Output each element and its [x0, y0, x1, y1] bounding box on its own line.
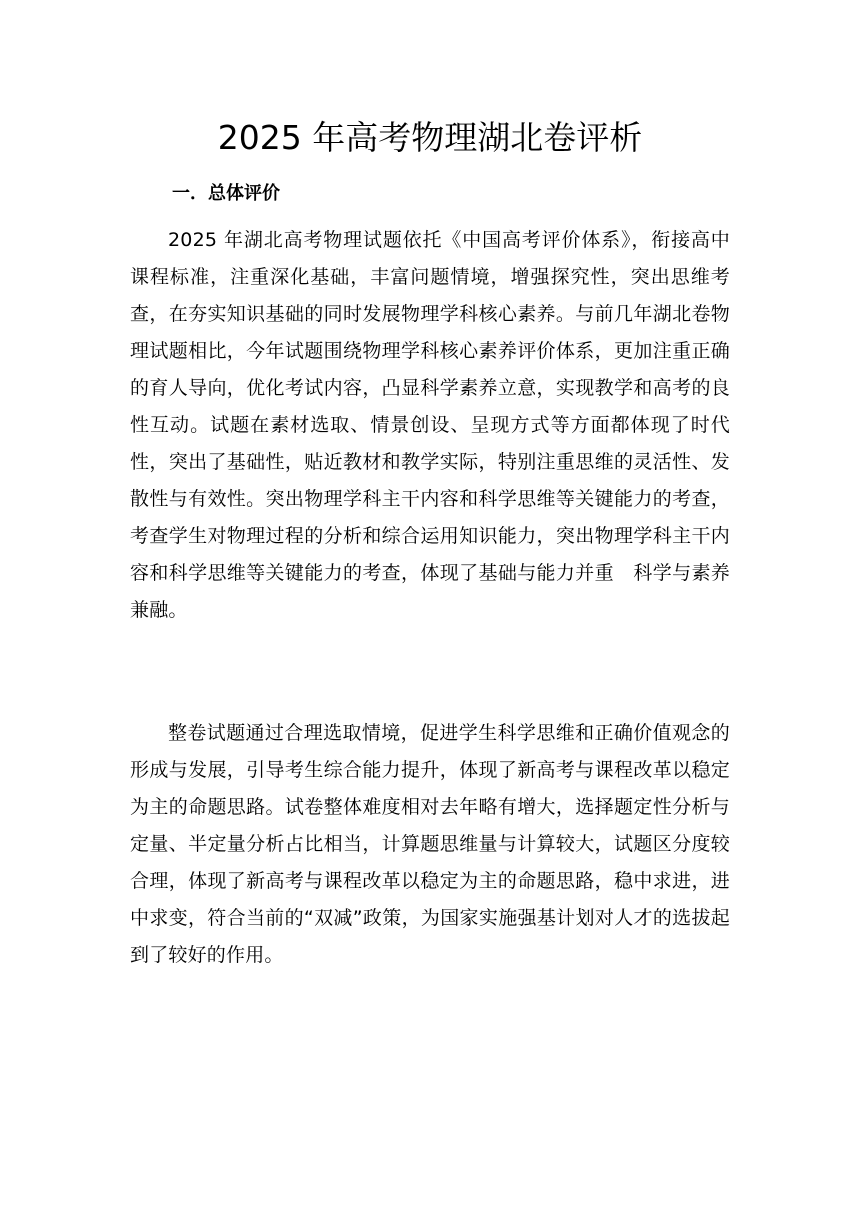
document-title: 2025 年高考物理湖北卷评析: [217, 118, 643, 157]
section-heading: 一．总体评价: [172, 183, 280, 204]
body-paragraph: 2025 年湖北高考物理试题依托《中国高考评价体系》，衔接高中课程标准，注重深化基础，丰富问题情境，增强探究性，突出思维考查，在夯实知识基础的同时发展物理学科核心素养。与前几年湖北卷物理试题相比，今年试题围绕物理学科核心素养评价体系，更加注重正确的育人导向，优化考试内容，凸显科学素养立意，实现教学和高考的良性互动。试题在素材选取、情景创设、呈现方式等方面都体现了时代性，突出了基础性，贴近教材和教学实际，特别注重思维的灵活性、发散性与有效性。突出物理学科主干内容和科学思维等关键能力的考查，考查学生对物理过程的分析和综合运用知识能力，突出物理学科主干内容和科学思维等关键能力的考查，体现了基础与能力并重 科学与素养兼融。: [130, 229, 730, 621]
body-paragraph: 整卷试题通过合理选取情境，促进学生科学思维和正确价值观念的形成与发展，引导考生综合能力提升，体现了新高考与课程改革以稳定为主的命题思路。试卷整体难度相对去年略有增大，选择题定性分析与定量、半定量分析占比相当，计算题思维量与计算较大，试题区分度较合理，体现了新高考与课程改革以稳定为主的命题思路，稳中求进，进中求变，符合当前的“双减”政策，为国家实施强基计划对人才的选拔起到了较好的作用。: [130, 722, 730, 966]
